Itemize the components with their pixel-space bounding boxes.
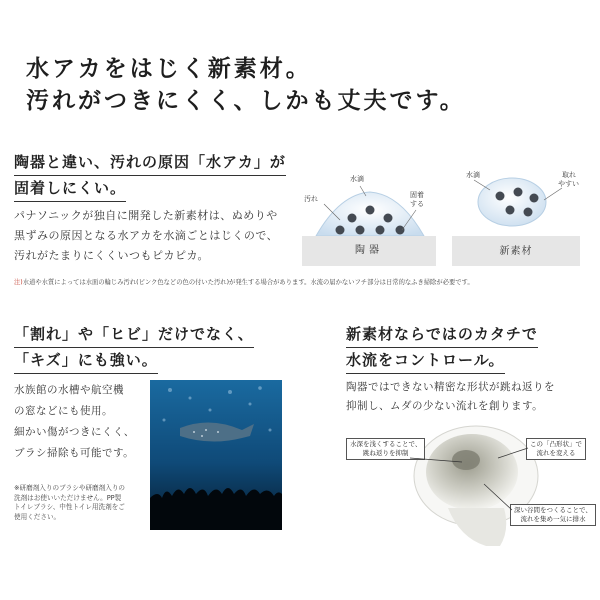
new-material-label: 新素材 <box>499 246 533 257</box>
footnote-line: トイレブラシ、中性トイレ用洗剤をご <box>14 503 125 511</box>
callout-text: 流れを変える <box>536 449 576 457</box>
footnote-line: 使用ください。 <box>14 512 61 521</box>
section3-body-line: 陶器ではできない精密な形状が跳ね返りを <box>346 381 555 393</box>
ceramic-annotation-dirt: 汚れ <box>304 195 318 203</box>
ceramic-annotation-water: 水滴 <box>350 175 364 183</box>
section1-title-line-2: 固着しにくい。 <box>14 176 126 202</box>
ceramic-annotation-fixed-2: する <box>410 200 424 208</box>
section3-title-line-1: 新素材ならではのカタチで <box>346 322 538 348</box>
section2-body-line: 細かい傷がつきにくく、 <box>14 426 135 438</box>
section1-title-line-1: 陶器と違い、汚れの原因「水アカ」が <box>14 150 286 176</box>
section1-body-line: 汚れがたまりにくくいつもピカピカ。 <box>14 249 210 262</box>
section3-title-line-2: 水流をコントロール。 <box>346 348 505 374</box>
section2-body-line: 水族館の水槽や航空機 <box>14 384 124 396</box>
section2-body-line: ブラシ掃除も可能です。 <box>14 447 135 459</box>
section1-body-line: パナソニックが独自に開発した新素材は、ぬめりや <box>14 209 278 222</box>
callout-text: 水深を浅くすることで、 <box>350 440 422 448</box>
section2-title-line-1: 「割れ」や「ヒビ」だけでなく、 <box>14 322 254 348</box>
note-text: 水道や水質によっては水面の輪じみ汚れ(ピンク色などの色の付いた汚れ)が発生する場合があります。水流の届かないフチ部分は日常的なふき掃除が必要です。 <box>22 279 474 286</box>
headline-line-2: 汚れがつきにくく、しかも丈夫です。 <box>26 88 466 114</box>
section1-body-line: 黒ずみの原因となる水アカを水滴ごとはじくので、 <box>14 229 279 242</box>
section2-title-line-2: 「キズ」にも強い。 <box>14 348 158 374</box>
callout-text: 深い谷間をつくることで、 <box>514 506 592 514</box>
note-mark: 注) <box>14 279 23 286</box>
callout-text: 流れを集め一気に排水 <box>520 515 586 523</box>
ceramic-label: 陶器 <box>355 245 383 256</box>
callout-text: 跳ね返りを抑制 <box>362 449 409 457</box>
footnote-line: 洗剤はお使いいただけません。PP製 <box>14 493 122 502</box>
section2-body-line: の窓などにも使用。 <box>14 405 113 417</box>
headline-line-1: 水アカをはじく新素材。 <box>26 56 312 82</box>
new-material-annotation-easy-1: 取れ <box>562 171 576 179</box>
section3-body-line: 抑制し、ムダの少ない流れを創ります。 <box>346 400 544 412</box>
new-material-annotation-water: 水滴 <box>466 171 480 179</box>
callout-text: この「凸形状」で <box>530 440 582 448</box>
footnote-line: ※研磨剤入りのブラシや研磨剤入りの <box>14 484 126 492</box>
ceramic-annotation-fixed-1: 固着 <box>410 191 424 199</box>
new-material-annotation-easy-2: やすい <box>558 180 579 188</box>
